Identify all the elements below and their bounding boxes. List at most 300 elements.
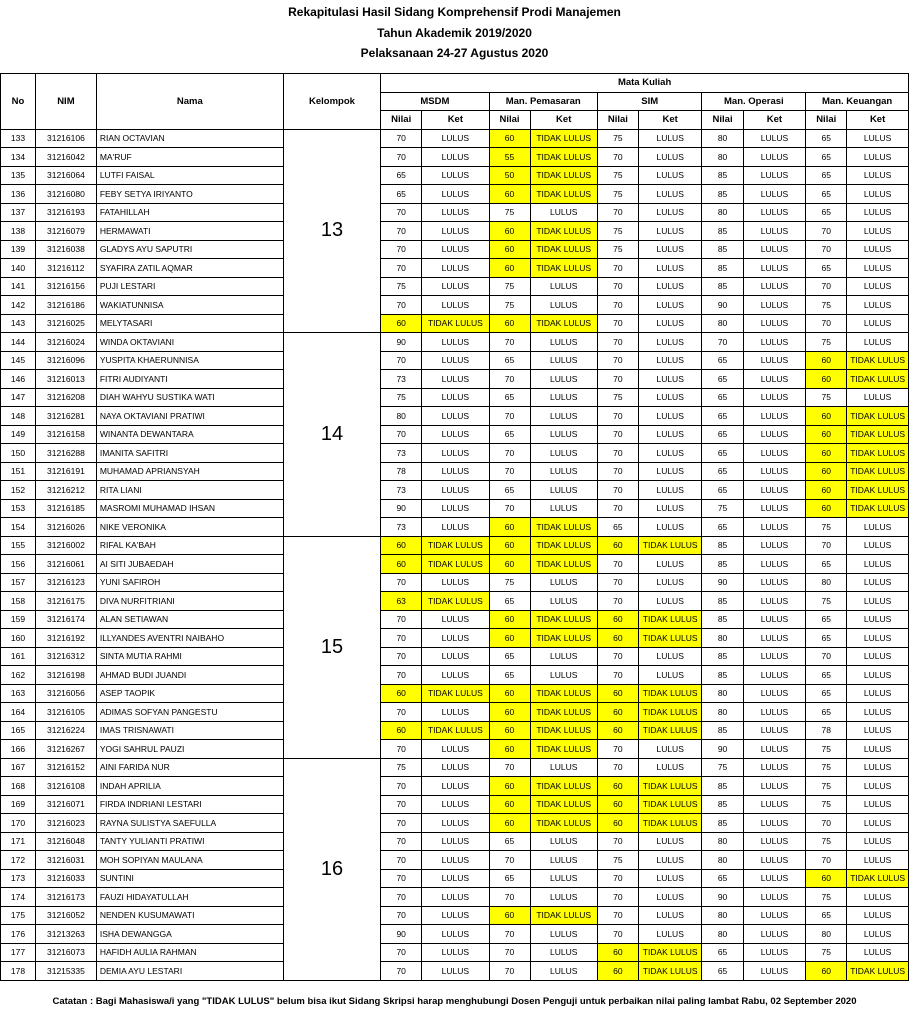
student-name: IMAS TRISNAWATI [96,721,283,740]
nilai-cell: 75 [597,851,638,870]
nilai-header: Nilai [489,111,530,130]
student-no: 171 [1,832,36,851]
student-name: NAYA OKTAVIANI PRATIWI [96,407,283,426]
nilai-cell: 70 [597,740,638,759]
nilai-cell: 80 [702,703,743,722]
ket-cell: LULUS [847,925,909,944]
nilai-cell: 85 [702,777,743,796]
nilai-cell: 60 [489,795,530,814]
student-name: MELYTASARI [96,314,283,333]
ket-cell: LULUS [422,203,489,222]
ket-cell: LULUS [847,518,909,537]
ket-cell: TIDAK LULUS [530,629,597,648]
nilai-cell: 78 [381,462,422,481]
ket-cell: LULUS [422,407,489,426]
nilai-cell: 60 [806,499,847,518]
ket-cell: LULUS [422,129,489,148]
table-row [1,758,909,777]
ket-cell: TIDAK LULUS [847,370,909,389]
ket-cell: TIDAK LULUS [530,814,597,833]
nilai-cell: 75 [806,518,847,537]
student-name: WINDA OKTAVIANI [96,333,283,352]
nilai-cell: 60 [489,740,530,759]
ket-cell: LULUS [422,499,489,518]
nilai-cell: 63 [381,592,422,611]
nilai-cell: 60 [489,555,530,574]
nilai-cell: 70 [597,869,638,888]
ket-cell: LULUS [743,906,806,925]
ket-cell: LULUS [743,777,806,796]
student-no: 149 [1,425,36,444]
ket-cell: LULUS [743,721,806,740]
nilai-cell: 70 [597,666,638,685]
student-name: YUSPITA KHAERUNNISA [96,351,283,370]
nilai-cell: 70 [806,814,847,833]
student-name: MUHAMAD APRIANSYAH [96,462,283,481]
ket-cell: TIDAK LULUS [422,555,489,574]
ket-cell: TIDAK LULUS [847,481,909,500]
nilai-cell: 65 [489,351,530,370]
ket-cell: LULUS [638,869,702,888]
table-row [1,388,909,407]
nilai-cell: 70 [597,296,638,315]
ket-cell: LULUS [847,684,909,703]
ket-cell: TIDAK LULUS [847,425,909,444]
col-nama-header: Nama [96,74,283,130]
ket-cell: LULUS [422,832,489,851]
ket-cell: LULUS [638,647,702,666]
table-row [1,518,909,537]
ket-cell: LULUS [847,185,909,204]
col-nim-header: NIM [35,74,96,130]
nilai-cell: 65 [806,629,847,648]
nilai-cell: 65 [806,203,847,222]
student-no: 165 [1,721,36,740]
nilai-cell: 80 [702,129,743,148]
ket-cell: LULUS [743,388,806,407]
nilai-cell: 60 [489,222,530,241]
nilai-cell: 90 [381,499,422,518]
ket-cell: LULUS [743,684,806,703]
student-name: WAKIATUNNISA [96,296,283,315]
nilai-cell: 80 [806,573,847,592]
student-nim: 31213263 [35,925,96,944]
ket-cell: LULUS [847,314,909,333]
ket-cell: LULUS [847,795,909,814]
student-nim: 31216024 [35,333,96,352]
nilai-cell: 70 [597,499,638,518]
nilai-cell: 75 [489,277,530,296]
nilai-cell: 60 [381,684,422,703]
student-no: 136 [1,185,36,204]
student-no: 161 [1,647,36,666]
ket-cell: LULUS [530,573,597,592]
ket-cell: LULUS [847,296,909,315]
ket-cell: LULUS [638,333,702,352]
ket-cell: LULUS [422,869,489,888]
nilai-cell: 73 [381,518,422,537]
nilai-cell: 70 [597,462,638,481]
ket-header: Ket [638,111,702,130]
ket-cell: TIDAK LULUS [422,536,489,555]
ket-cell: LULUS [847,758,909,777]
nilai-cell: 75 [597,185,638,204]
nilai-cell: 73 [381,444,422,463]
nilai-cell: 70 [381,296,422,315]
nilai-cell: 65 [489,666,530,685]
nilai-cell: 85 [702,592,743,611]
nilai-cell: 65 [806,129,847,148]
student-nim: 31216096 [35,351,96,370]
table-row [1,444,909,463]
ket-cell: LULUS [847,129,909,148]
table-row [1,592,909,611]
ket-cell: LULUS [530,333,597,352]
ket-cell: LULUS [422,758,489,777]
ket-cell: LULUS [530,462,597,481]
table-row [1,666,909,685]
ket-cell: LULUS [422,259,489,278]
ket-cell: LULUS [530,962,597,981]
nilai-cell: 70 [597,925,638,944]
student-nim: 31216105 [35,703,96,722]
nilai-cell: 65 [702,388,743,407]
student-no: 168 [1,777,36,796]
ket-cell: TIDAK LULUS [638,943,702,962]
student-name: ADIMAS SOFYAN PANGESTU [96,703,283,722]
nilai-cell: 70 [597,407,638,426]
nilai-cell: 80 [702,851,743,870]
ket-cell: LULUS [638,314,702,333]
nilai-cell: 70 [381,647,422,666]
ket-cell: LULUS [422,573,489,592]
student-name: HERMAWATI [96,222,283,241]
nilai-cell: 65 [489,647,530,666]
ket-cell: LULUS [847,203,909,222]
student-name: NIKE VERONIKA [96,518,283,537]
nilai-cell: 85 [702,536,743,555]
ket-cell: LULUS [530,647,597,666]
student-nim: 31216026 [35,518,96,537]
ket-cell: LULUS [422,962,489,981]
student-no: 176 [1,925,36,944]
student-no: 145 [1,351,36,370]
table-row [1,703,909,722]
ket-cell: LULUS [847,592,909,611]
table-row [1,296,909,315]
ket-cell: LULUS [743,296,806,315]
ket-cell: LULUS [422,777,489,796]
student-no: 141 [1,277,36,296]
nilai-cell: 70 [381,610,422,629]
nilai-cell: 90 [381,925,422,944]
nilai-cell: 70 [381,851,422,870]
ket-cell: LULUS [847,888,909,907]
ket-cell: LULUS [638,129,702,148]
ket-cell: LULUS [847,166,909,185]
student-no: 167 [1,758,36,777]
nilai-cell: 75 [597,166,638,185]
ket-cell: LULUS [638,148,702,167]
ket-cell: LULUS [847,148,909,167]
ket-cell: LULUS [530,444,597,463]
ket-cell: LULUS [638,573,702,592]
table-row [1,888,909,907]
nilai-cell: 65 [489,388,530,407]
table-row [1,906,909,925]
student-name: RIFAL KA'BAH [96,536,283,555]
nilai-cell: 60 [597,721,638,740]
nilai-cell: 60 [489,259,530,278]
ket-cell: LULUS [847,222,909,241]
nilai-cell: 75 [806,888,847,907]
table-row [1,684,909,703]
nilai-cell: 60 [806,869,847,888]
table-row [1,351,909,370]
nilai-cell: 70 [381,222,422,241]
nilai-cell: 70 [489,499,530,518]
nilai-cell: 60 [489,314,530,333]
mata-kuliah-header: Mata Kuliah [381,74,909,93]
nilai-header: Nilai [806,111,847,130]
table-row [1,962,909,981]
nilai-cell: 60 [597,777,638,796]
ket-cell: LULUS [847,277,909,296]
student-no: 178 [1,962,36,981]
nilai-cell: 70 [597,277,638,296]
table-row [1,148,909,167]
ket-header: Ket [743,111,806,130]
nilai-cell: 75 [597,222,638,241]
nilai-cell: 75 [806,777,847,796]
nilai-cell: 60 [806,462,847,481]
student-nim: 31216023 [35,814,96,833]
nilai-cell: 60 [597,610,638,629]
nilai-cell: 60 [597,684,638,703]
table-row [1,610,909,629]
nilai-cell: 85 [702,259,743,278]
table-row [1,203,909,222]
nilai-cell: 80 [702,832,743,851]
table-row [1,869,909,888]
student-nim: 31216052 [35,906,96,925]
ket-cell: TIDAK LULUS [638,684,702,703]
ket-cell: LULUS [743,222,806,241]
nilai-cell: 70 [597,481,638,500]
student-name: DIVA NURFITRIANI [96,592,283,611]
ket-cell: LULUS [743,851,806,870]
nilai-header: Nilai [597,111,638,130]
nilai-cell: 70 [806,222,847,241]
nilai-cell: 65 [806,610,847,629]
nilai-cell: 70 [489,888,530,907]
student-nim: 31216152 [35,758,96,777]
ket-cell: LULUS [638,277,702,296]
nilai-cell: 70 [597,906,638,925]
ket-cell: LULUS [743,481,806,500]
nilai-cell: 65 [806,555,847,574]
student-nim: 31216193 [35,203,96,222]
nilai-cell: 60 [597,629,638,648]
nilai-cell: 60 [381,555,422,574]
student-name: ASEP TAOPIK [96,684,283,703]
nilai-cell: 75 [806,795,847,814]
ket-cell: LULUS [743,444,806,463]
nilai-cell: 70 [597,444,638,463]
nilai-cell: 60 [806,481,847,500]
student-name: SYAFIRA ZATIL AQMAR [96,259,283,278]
nilai-cell: 70 [381,240,422,259]
ket-cell: LULUS [530,851,597,870]
student-nim: 31216158 [35,425,96,444]
nilai-cell: 80 [702,906,743,925]
ket-cell: LULUS [743,333,806,352]
student-nim: 31216002 [35,536,96,555]
student-nim: 31216173 [35,888,96,907]
student-nim: 31216071 [35,795,96,814]
ket-cell: LULUS [422,333,489,352]
nilai-cell: 70 [806,647,847,666]
student-no: 159 [1,610,36,629]
nilai-cell: 70 [381,814,422,833]
student-nim: 31216281 [35,407,96,426]
nilai-cell: 60 [489,703,530,722]
ket-cell: LULUS [638,351,702,370]
subject-header: Man. Operasi [702,92,806,111]
table-row [1,925,909,944]
student-no: 133 [1,129,36,148]
ket-cell: TIDAK LULUS [847,962,909,981]
nilai-cell: 60 [597,962,638,981]
student-no: 177 [1,943,36,962]
subject-header: Man. Pemasaran [489,92,597,111]
group-number: 13 [283,129,380,333]
ket-cell: LULUS [743,314,806,333]
ket-cell: LULUS [422,425,489,444]
student-name: FITRI AUDIYANTI [96,370,283,389]
ket-cell: LULUS [638,259,702,278]
nilai-cell: 78 [806,721,847,740]
ket-cell: LULUS [422,148,489,167]
ket-cell: LULUS [743,832,806,851]
ket-cell: TIDAK LULUS [530,166,597,185]
nilai-cell: 75 [597,129,638,148]
ket-cell: TIDAK LULUS [530,518,597,537]
nilai-cell: 75 [381,277,422,296]
table-row [1,425,909,444]
nilai-cell: 85 [702,610,743,629]
ket-cell: LULUS [638,851,702,870]
student-no: 162 [1,666,36,685]
nilai-cell: 85 [702,166,743,185]
student-nim: 31216175 [35,592,96,611]
nilai-cell: 70 [489,943,530,962]
ket-cell: LULUS [847,943,909,962]
nilai-cell: 65 [806,684,847,703]
student-name: NENDEN KUSUMAWATI [96,906,283,925]
nilai-cell: 70 [381,129,422,148]
ket-cell: LULUS [743,240,806,259]
ket-cell: LULUS [530,666,597,685]
table-row [1,943,909,962]
student-nim: 31216056 [35,684,96,703]
nilai-cell: 60 [597,795,638,814]
nilai-cell: 60 [806,351,847,370]
ket-cell: LULUS [530,425,597,444]
ket-cell: LULUS [638,888,702,907]
ket-cell: TIDAK LULUS [530,555,597,574]
nilai-cell: 70 [806,240,847,259]
student-no: 154 [1,518,36,537]
nilai-cell: 65 [806,166,847,185]
ket-cell: LULUS [847,573,909,592]
ket-cell: LULUS [743,462,806,481]
nilai-cell: 70 [489,407,530,426]
col-no-header: No [1,74,36,130]
ket-cell: LULUS [847,832,909,851]
nilai-cell: 65 [381,166,422,185]
student-nim: 31216198 [35,666,96,685]
table-row [1,370,909,389]
nilai-cell: 70 [806,536,847,555]
nilai-cell: 65 [806,259,847,278]
ket-cell: LULUS [530,499,597,518]
nilai-cell: 85 [702,647,743,666]
student-nim: 31216038 [35,240,96,259]
table-row [1,185,909,204]
ket-cell: TIDAK LULUS [847,462,909,481]
nilai-cell: 85 [702,185,743,204]
ket-cell: TIDAK LULUS [847,351,909,370]
nilai-cell: 65 [489,592,530,611]
student-name: DIAH WAHYU SUSTIKA WATI [96,388,283,407]
nilai-cell: 80 [702,314,743,333]
student-nim: 31216267 [35,740,96,759]
student-no: 138 [1,222,36,241]
nilai-cell: 60 [806,407,847,426]
ket-cell: LULUS [743,203,806,222]
student-nim: 31216208 [35,388,96,407]
ket-cell: LULUS [743,814,806,833]
ket-cell: LULUS [847,240,909,259]
nilai-cell: 75 [806,592,847,611]
nilai-cell: 70 [489,462,530,481]
nilai-cell: 85 [702,222,743,241]
nilai-cell: 70 [381,573,422,592]
nilai-cell: 60 [806,370,847,389]
ket-cell: LULUS [422,906,489,925]
student-no: 143 [1,314,36,333]
student-nim: 31216224 [35,721,96,740]
nilai-cell: 60 [381,314,422,333]
ket-cell: TIDAK LULUS [847,444,909,463]
subject-header: SIM [597,92,702,111]
nilai-cell: 70 [597,425,638,444]
ket-cell: LULUS [422,925,489,944]
nilai-header: Nilai [702,111,743,130]
ket-cell: TIDAK LULUS [530,740,597,759]
nilai-cell: 60 [489,518,530,537]
ket-cell: LULUS [743,740,806,759]
ket-cell: TIDAK LULUS [530,129,597,148]
nilai-cell: 65 [806,185,847,204]
nilai-cell: 70 [597,370,638,389]
nilai-cell: 65 [489,832,530,851]
ket-cell: LULUS [530,296,597,315]
ket-cell: LULUS [743,703,806,722]
nilai-cell: 70 [597,832,638,851]
nilai-cell: 70 [381,832,422,851]
